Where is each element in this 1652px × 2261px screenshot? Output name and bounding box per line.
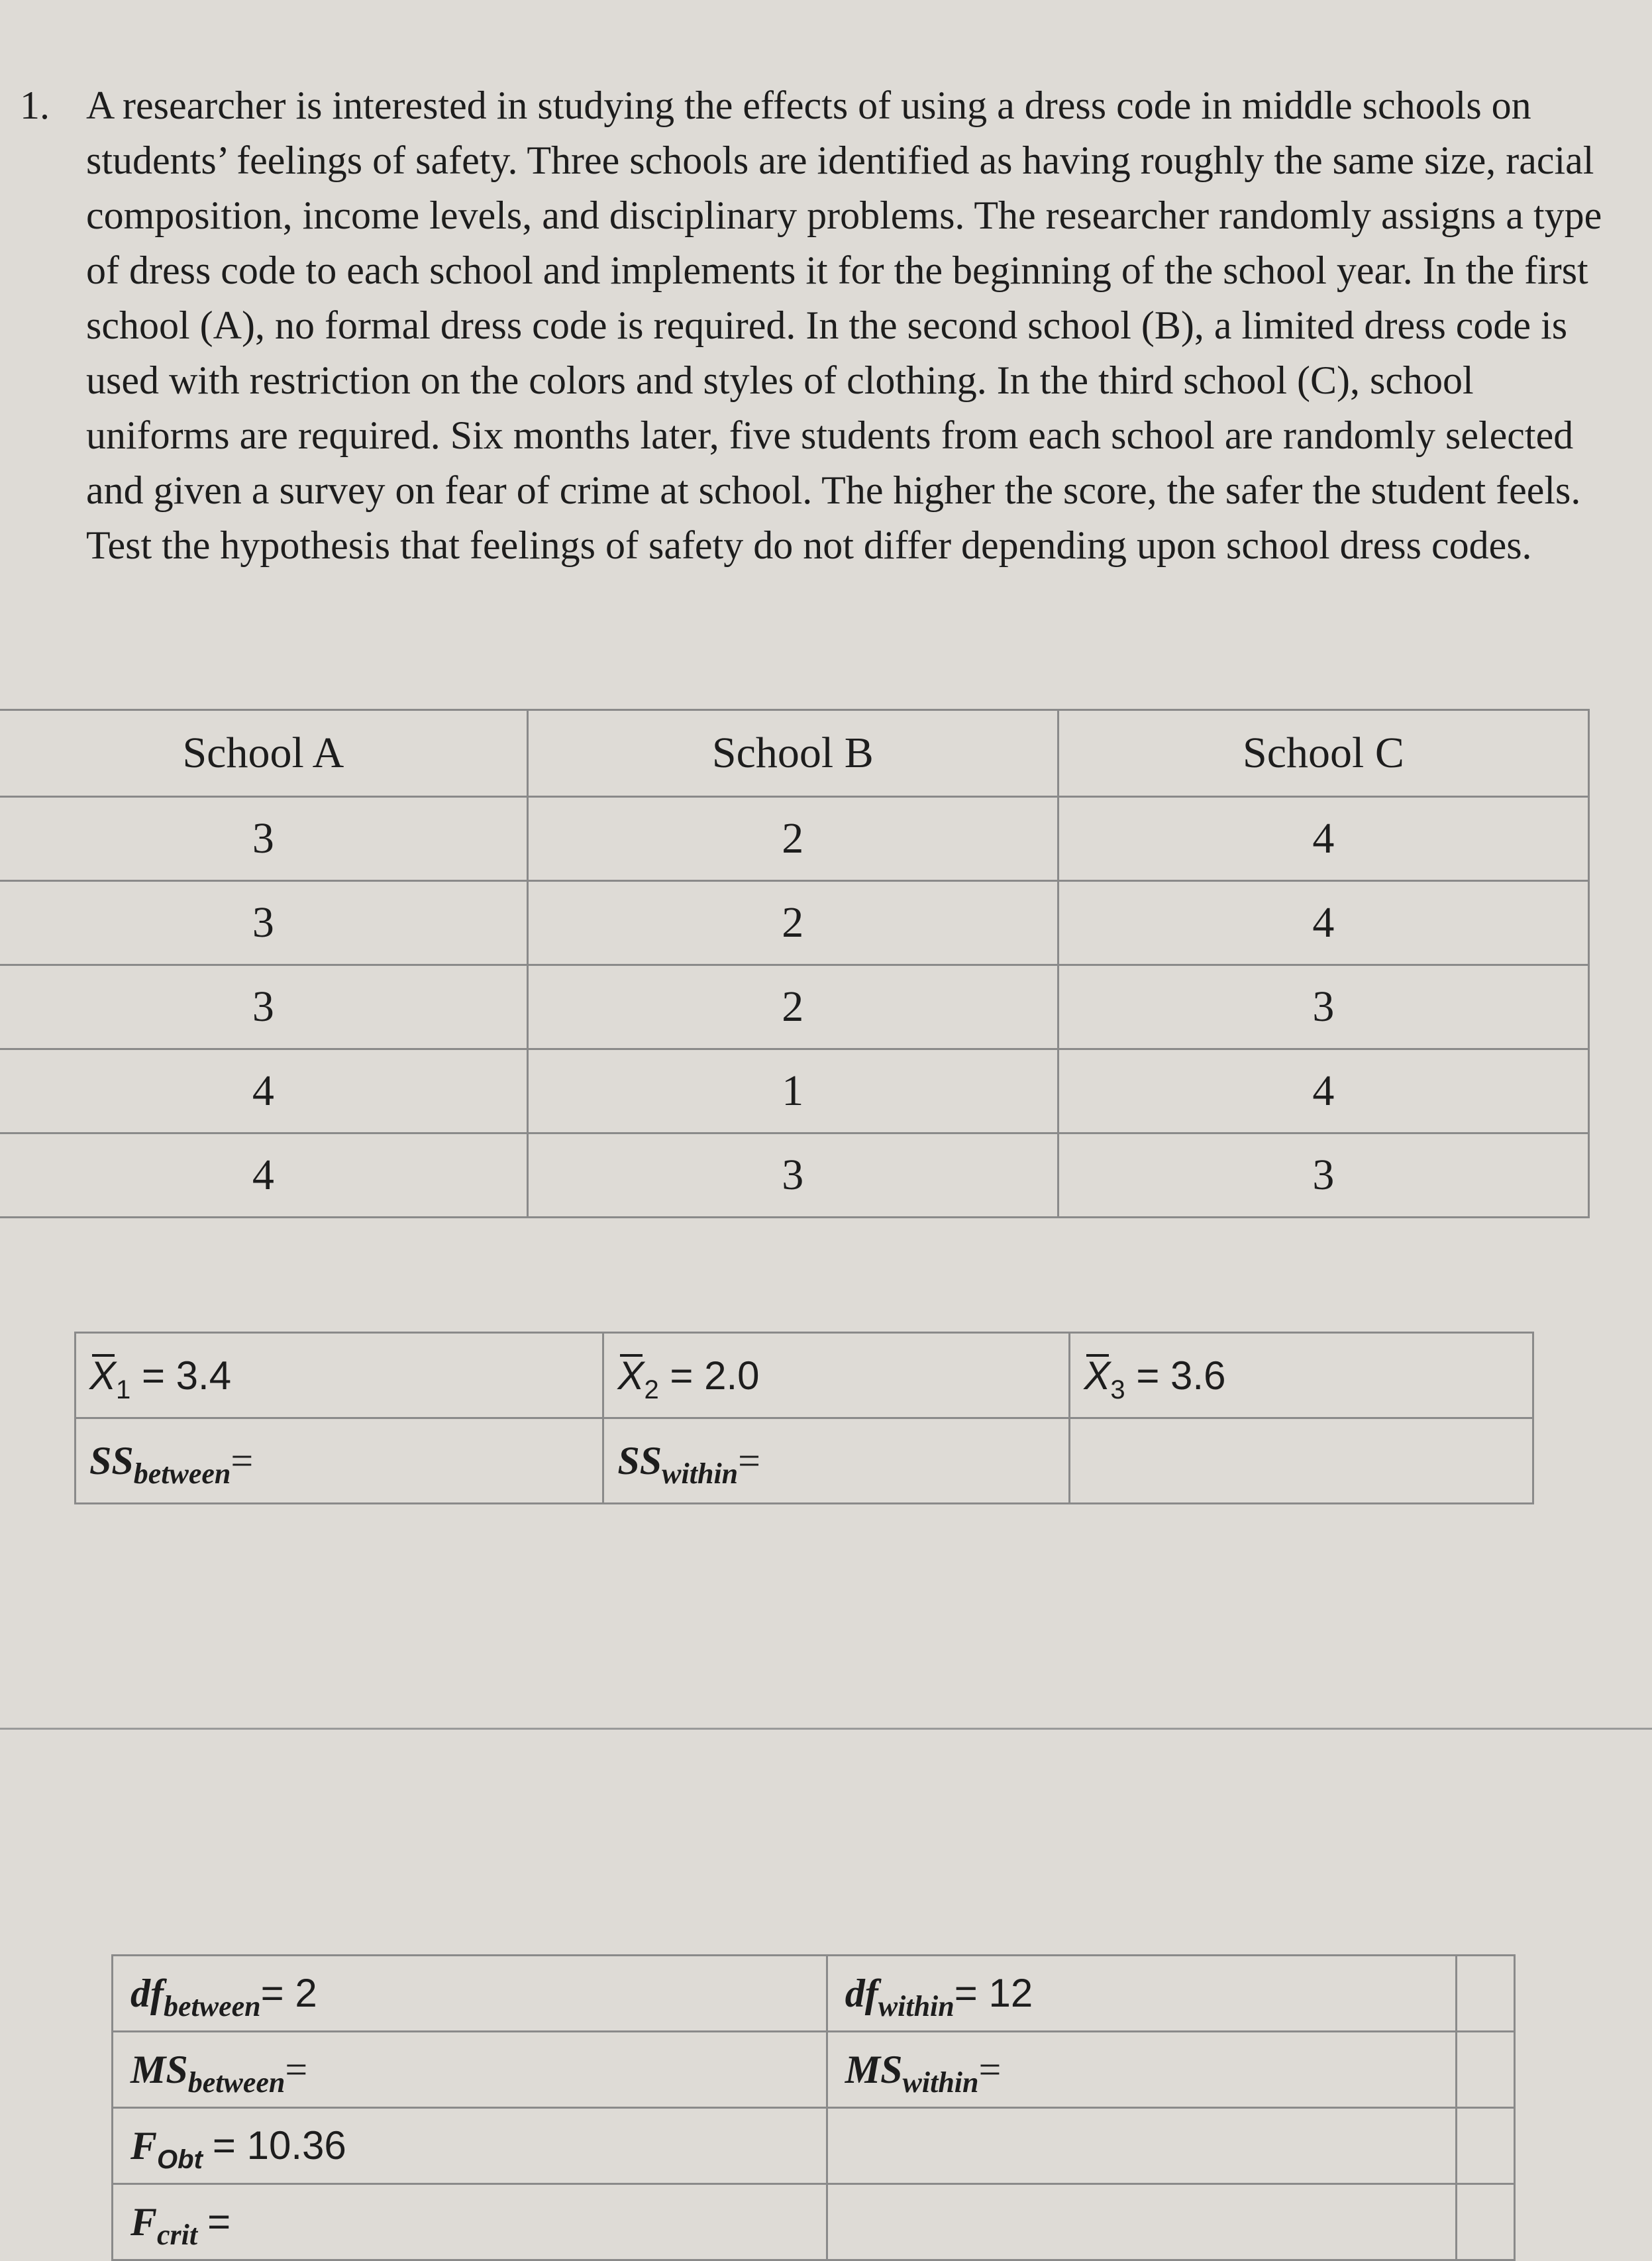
empty-cell [1456, 2184, 1514, 2260]
ss-between-subscript: between [133, 1457, 231, 1490]
df-row [113, 1956, 1515, 2032]
table-row [0, 797, 1589, 881]
df-within-cell [827, 1956, 1456, 2032]
empty-cell [1456, 2108, 1514, 2184]
ms-between-cell [113, 2032, 827, 2108]
empty-cell [1070, 1418, 1533, 1504]
f-obt-row [113, 2108, 1515, 2184]
df-between-symbol: df [130, 1972, 164, 2015]
table-cell: 3 [1058, 965, 1588, 1049]
ms-within-subscript: within [902, 2066, 979, 2099]
table-cell: 4 [1058, 797, 1588, 881]
table-cell: 3 [527, 1133, 1058, 1218]
mean-2-symbol: X [617, 1353, 645, 1398]
f-obt-subscript: Obt [157, 2145, 203, 2174]
means-row [76, 1333, 1533, 1418]
ss-between-equals: = [231, 1438, 254, 1483]
means-ss-table [74, 1332, 1534, 1504]
table-cell: 2 [527, 881, 1058, 965]
f-crit-row [113, 2184, 1515, 2260]
ms-within-symbol: MS [845, 2047, 903, 2091]
ss-between-symbol: SS [89, 1438, 134, 1483]
mean-3-value: = 3.6 [1136, 1353, 1226, 1398]
df-between-cell [113, 1956, 827, 2032]
ss-within-subscript: within [662, 1457, 739, 1490]
mean-1-cell [76, 1333, 603, 1418]
ms-within-equals: = [978, 2047, 1002, 2091]
table-cell: 2 [527, 797, 1058, 881]
table-cell: 4 [0, 1049, 527, 1133]
table-row [0, 1049, 1589, 1133]
mean-2-cell [603, 1333, 1070, 1418]
f-obt-symbol: F [130, 2124, 158, 2168]
table-row [0, 1133, 1589, 1218]
mean-3-symbol: X [1084, 1353, 1111, 1398]
header-school-c: School C [1058, 710, 1588, 797]
mean-1-value: = 3.4 [141, 1353, 232, 1398]
mean-2-subscript: 2 [644, 1375, 659, 1404]
table-row [0, 881, 1589, 965]
f-obt-value: = 10.36 [212, 2123, 346, 2168]
anova-table [111, 1954, 1516, 2261]
table-cell: 1 [527, 1049, 1058, 1133]
df-within-symbol: df [845, 1972, 878, 2015]
empty-cell [827, 2184, 1456, 2260]
ss-within-equals: = [738, 1438, 760, 1483]
mean-1-symbol: X [89, 1353, 117, 1398]
ms-row [113, 2032, 1515, 2108]
table-cell: 3 [1058, 1133, 1588, 1218]
ss-within-cell [603, 1418, 1070, 1504]
df-between-value: = 2 [260, 1971, 317, 2015]
f-obt-cell [113, 2108, 827, 2184]
ss-between-cell [76, 1418, 603, 1504]
empty-cell [1456, 1956, 1514, 2032]
table-header-row [0, 710, 1589, 797]
f-crit-subscript: crit [157, 2219, 198, 2251]
ms-between-equals: = [285, 2047, 308, 2091]
df-between-subscript: between [163, 1990, 261, 2023]
mean-2-value: = 2.0 [670, 1353, 760, 1398]
header-school-b: School B [527, 710, 1058, 797]
table-cell: 4 [1058, 1049, 1588, 1133]
problem-number: 1. [20, 83, 50, 127]
mean-3-cell [1070, 1333, 1533, 1418]
table-cell: 3 [0, 965, 527, 1049]
f-crit-cell [113, 2184, 827, 2260]
table-cell: 2 [527, 965, 1058, 1049]
ss-row [76, 1418, 1533, 1504]
ms-within-cell [827, 2032, 1456, 2108]
ms-between-subscript: between [187, 2066, 285, 2099]
problem-text: A researcher is interested in studying the effects of using a dress code in middle schools on students’ feelings of safety. Three schools are identified as having roughly the same size, racial composition, income levels, and disciplinary problems. The researcher randomly assigns a type of dress code to each school and implements it for the beginning of the school year. In the first school (A), no formal dress code is required. In the second school (B), a limited dress code is used with restriction on the colors and styles of clothing. In the third school (C), school uniforms are required. Six months later, five students from each school are randomly selected and given a survey on fear of crime at school. The higher the score, the safer the student feels. Test the hypothesis that feelings of safety do not differ depending upon school dress codes. [86, 83, 1602, 567]
table-cell: 4 [0, 1133, 527, 1218]
table-cell: 4 [1058, 881, 1588, 965]
table-cell: 3 [0, 797, 527, 881]
empty-cell [1456, 2032, 1514, 2108]
scores-table [0, 709, 1590, 1218]
table-cell: 3 [0, 881, 527, 965]
problem-statement [20, 78, 1610, 573]
mean-1-subscript: 1 [116, 1375, 131, 1404]
f-crit-symbol: F [130, 2200, 158, 2244]
df-within-subscript: within [878, 1990, 955, 2023]
ms-between-symbol: MS [130, 2047, 188, 2091]
page-divider [0, 1728, 1652, 1730]
mean-3-subscript: 3 [1110, 1375, 1125, 1404]
df-within-value: = 12 [954, 1971, 1033, 2015]
table-row [0, 965, 1589, 1049]
header-school-a: School A [0, 710, 527, 797]
f-crit-equals: = [207, 2199, 231, 2244]
ss-within-symbol: SS [617, 1438, 662, 1483]
empty-cell [827, 2108, 1456, 2184]
